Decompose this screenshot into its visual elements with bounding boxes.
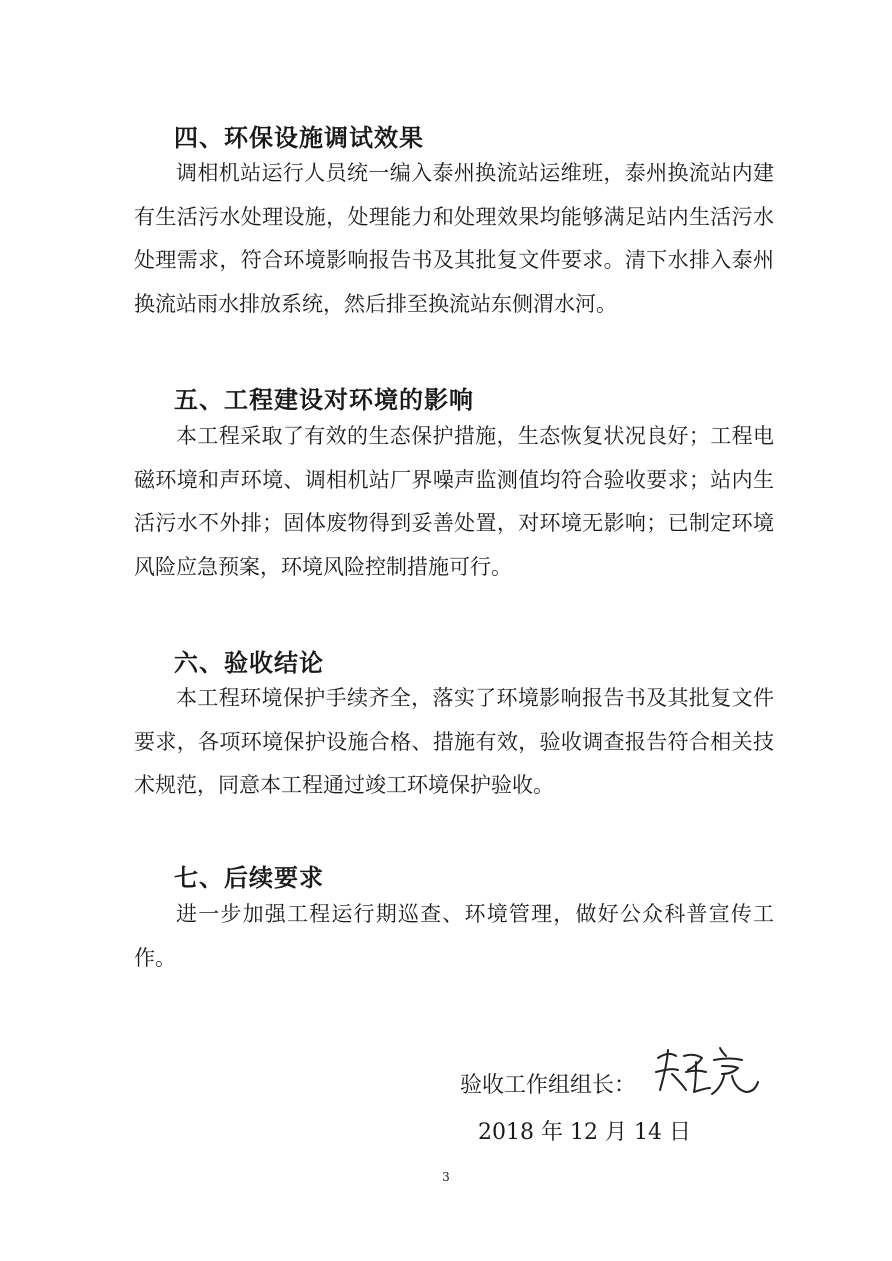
section-body-4: 调相机站运行人员统一编入泰州换流站运维班，泰州换流站内建有生活污水处理设施，处理能力和处理效果均能够满足站内生活污水处理需求，符合环境影响报告书及其批复文件要求。清下水排入泰州换流站雨水排放系统，然后排至换流站东侧渭水河。	[134, 161, 774, 316]
section-heading-6: 六、验收结论	[174, 649, 324, 677]
section-heading-4: 四、环保设施调试效果	[174, 124, 424, 152]
signature-label: 验收工作组组长：	[460, 1073, 637, 1098]
section-heading-5: 五、工程建设对环境的影响	[174, 386, 474, 414]
handwritten-signature	[650, 1040, 770, 1100]
section-body-6: 本工程环境保护手续齐全，落实了环境影响报告书及其批复文件要求，各项环境保护设施合格、措施有效，验收调查报告符合相关技术规范，同意本工程通过竣工环境保护验收。	[134, 686, 774, 797]
signature-date: 2018 年 12 月 14 日	[478, 1120, 691, 1145]
page-number: 3	[442, 1170, 450, 1184]
section-body-5: 本工程采取了有效的生态保护措施，生态恢复状况良好；工程电磁环境和声环境、调相机站厂界噪声监测值均符合验收要求；站内生活污水不外排；固体废物得到妥善处置，对环境无影响；已制定环境风险应急预案，环境风险控制措施可行。	[134, 424, 774, 579]
section-heading-7: 七、后续要求	[174, 864, 324, 892]
section-body-7: 进一步加强工程运行期巡查、环境管理，做好公众科普宣传工作。	[134, 902, 774, 970]
